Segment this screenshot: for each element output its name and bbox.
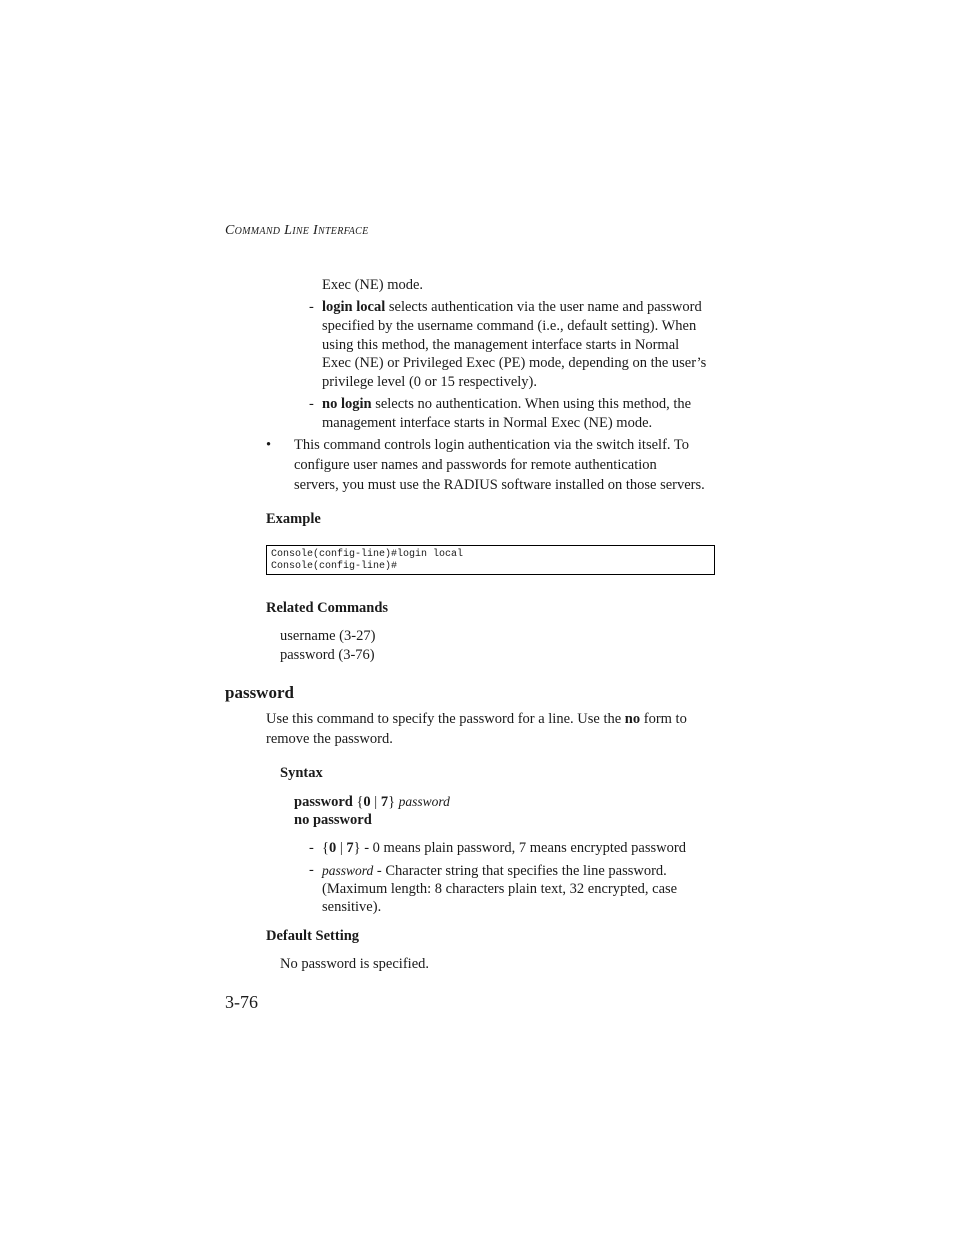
param-1-close: }	[353, 840, 361, 856]
param-2-line-2: (Maximum length: 8 characters plain text, 32 encrypted, case	[322, 881, 678, 897]
param-1-dash: -	[309, 840, 314, 856]
related-item-password: password (3-76)	[280, 647, 375, 663]
syntax-cmd: password	[294, 794, 353, 810]
password-desc-line-1	[266, 710, 687, 729]
login-local-text-1: selects authentication via the user name and password	[385, 299, 702, 315]
param-1-seven: 7	[346, 840, 354, 856]
exec-ne-line: Exec (NE) mode.	[322, 277, 424, 293]
no-login-keyword: no login	[322, 396, 372, 412]
code-line-2: Console(config-line)#	[271, 561, 398, 572]
running-header-text: Command Line Interface	[225, 223, 369, 238]
syntax-close-brace: }	[388, 794, 399, 810]
syntax-zero: 0	[363, 794, 371, 810]
default-setting-heading: Default Setting	[266, 928, 360, 944]
no-login-line-2: management interface starts in Normal Exec (NE) mode.	[322, 415, 653, 431]
param-1-open: {	[322, 840, 329, 856]
param-2-dash: -	[309, 862, 314, 878]
syntax-line-2: no password	[294, 812, 372, 828]
no-login-text-1: selects no authentication. When using this method, the	[371, 396, 692, 412]
no-login-dash: -	[309, 396, 314, 412]
param-1-zero: 0	[328, 840, 337, 856]
param-2-line-1	[322, 861, 667, 881]
password-desc-no: no	[624, 711, 641, 727]
login-local-line-1	[322, 298, 702, 317]
bullet-line-2: configure user names and passwords for remote authentication	[294, 457, 657, 473]
login-local-line-4: Exec (NE) or Privileged Exec (PE) mode, depending on the user’s	[322, 355, 707, 371]
running-header	[225, 221, 369, 240]
bullet-line-3: servers, you must use the RADIUS software installed on those servers.	[294, 477, 705, 493]
login-local-line-5: privilege level (0 or 15 respectively).	[322, 374, 538, 390]
syntax-seven: 7	[380, 794, 389, 810]
syntax-heading: Syntax	[280, 765, 323, 781]
bullet-line-1: This command controls login authentication via the switch itself. To	[294, 437, 689, 453]
bullet-mark: •	[266, 437, 272, 453]
password-desc-b: form to	[640, 711, 687, 727]
param-1-pipe: |	[336, 840, 347, 856]
syntax-open-brace: {	[352, 794, 364, 810]
section-title-password: password	[225, 683, 294, 702]
password-desc-line-2: remove the password.	[266, 731, 393, 747]
related-item-username: username (3-27)	[280, 628, 376, 644]
param-2-line-3: sensitive).	[322, 899, 382, 915]
login-local-line-2: specified by the username command (i.e., default setting). When	[322, 318, 697, 334]
param-1-text: - 0 means plain password, 7 means encrypted password	[360, 840, 686, 856]
param-1-line	[322, 839, 686, 858]
syntax-line-1	[294, 792, 450, 812]
param-2-arg: password	[322, 863, 374, 878]
code-line-1: Console(config-line)#login local	[271, 549, 464, 560]
no-login-line-1	[322, 395, 691, 414]
example-heading: Example	[266, 511, 321, 527]
password-desc-a: Use this command to specify the password for a line. Use the	[266, 711, 625, 727]
page-number: 3-76	[225, 992, 258, 1012]
related-commands-heading: Related Commands	[266, 600, 389, 616]
syntax-arg: password	[398, 794, 450, 809]
login-local-keyword: login local	[322, 299, 386, 315]
login-local-line-3: using this method, the management interface starts in Normal	[322, 337, 680, 353]
login-local-dash: -	[309, 299, 314, 315]
example-code-box	[266, 545, 715, 575]
default-setting-text: No password is specified.	[280, 956, 430, 972]
param-2-text: - Character string that specifies the line password.	[373, 863, 667, 879]
syntax-pipe: |	[370, 794, 381, 810]
